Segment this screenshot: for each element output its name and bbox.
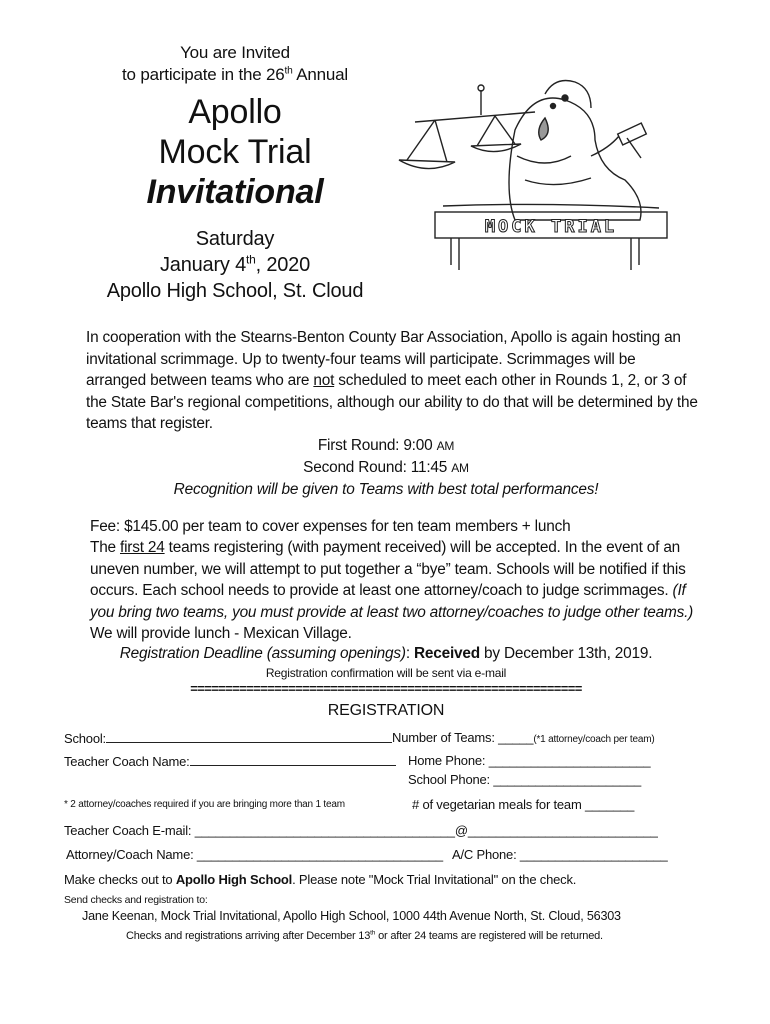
fee-line: occurs. Each school needs to provide at least one attorney/coach to judge scrimmages. (If: [90, 582, 686, 600]
fee-line: uneven number, we will attempt to put together a “bye” team. Schools will be notified if this: [90, 560, 686, 578]
attorney-requirement-note: * 2 attorney/coaches required if you are bringing more than 1 team: [64, 799, 345, 810]
invited-line: You are Invited: [180, 43, 290, 62]
intro-line: arranged between teams who are not scheduled to meet each other in Rounds 1, 2, or 3 of: [86, 372, 687, 390]
first-round: First Round: 9:00 AM: [317, 437, 455, 454]
fee-line: Fee: $145.00 per team to cover expenses for ten team members + lunch: [90, 518, 571, 535]
teacher-coach-label: Teacher Coach Name:: [64, 754, 190, 769]
event-date: January 4th, 2020: [159, 252, 311, 276]
email-field[interactable]: Teacher Coach E-mail: _____________________________________@___________________________: [64, 823, 658, 838]
fee-line: We will provide lunch - Mexican Village.: [90, 625, 352, 643]
fee-paragraph: [90, 516, 730, 644]
participate-line: to participate in the 26th Annual: [122, 65, 348, 84]
title-mock-trial: Mock Trial: [158, 133, 312, 171]
send-to-label: Send checks and registration to:: [64, 894, 208, 906]
teacher-coach-field[interactable]: [190, 753, 396, 766]
home-phone-field[interactable]: Home Phone: _______________________: [408, 753, 651, 768]
school-row: [64, 730, 392, 746]
event-day: Saturday: [195, 228, 275, 250]
checks-line: Make checks out to Apollo High School. Please note "Mock Trial Invitational" on the check.: [64, 872, 577, 887]
intro-line: teams that register.: [86, 415, 213, 433]
late-notice: Checks and registrations arriving after December 13th or after 24 teams are registered will be returned.: [126, 929, 603, 942]
attorney-name-field[interactable]: Attorney/Coach Name: ___________________________________: [66, 847, 443, 862]
school-label: School:: [64, 731, 106, 746]
title-apollo: Apollo: [188, 93, 282, 131]
event-location: Apollo High School, St. Cloud: [106, 280, 364, 302]
teacher-coach-row: [64, 753, 396, 769]
fee-line: you bring two teams, you must provide at least two attorney/coaches to judge other teams.): [90, 603, 694, 621]
registration-heading: REGISTRATION: [327, 702, 445, 719]
intro-line: the State Bar's regional competitions, although our ability to do that will be determined by the: [86, 393, 698, 411]
school-phone-field[interactable]: School Phone: _____________________: [408, 772, 642, 787]
deadline-line: Registration Deadline (assuming openings): Received by December 13th, 2019.: [119, 645, 653, 662]
second-round: Second Round: 11:45 AM: [303, 459, 469, 476]
school-field[interactable]: [106, 730, 392, 743]
ac-phone-field[interactable]: A/C Phone: _____________________: [452, 847, 668, 862]
intro-line: In cooperation with the Stearns-Benton County Bar Association, Apollo is again hosting an: [86, 329, 681, 346]
intro-paragraph: [86, 327, 726, 435]
judge-eagle-illustration: [395, 60, 675, 280]
fee-line: The first 24 teams registering (with payment received) will be accepted. In the event of an: [90, 539, 681, 557]
mailing-address: Jane Keenan, Mock Trial Invitational, Apollo High School, 1000 44th Avenue North, St. Cloud, 56303: [82, 909, 621, 923]
num-teams-row[interactable]: Number of Teams: _____(*1 attorney/coach per team): [392, 730, 655, 745]
title-invitational: Invitational: [146, 173, 324, 211]
header-block: [90, 42, 380, 304]
vegetarian-field[interactable]: # of vegetarian meals for team _______: [412, 797, 635, 812]
divider: ========================================================: [190, 682, 582, 696]
recognition-note: Recognition will be given to Teams with best total performances!: [173, 481, 599, 498]
confirmation-note: Registration confirmation will be sent via e-mail: [265, 666, 507, 680]
rounds-block: [86, 435, 686, 501]
intro-line: invitational scrimmage. Up to twenty-four teams will participate. Scrimmages will be: [86, 350, 636, 368]
deadline-block: [86, 643, 686, 696]
sign-text: MOCK TRIAL: [484, 217, 618, 237]
